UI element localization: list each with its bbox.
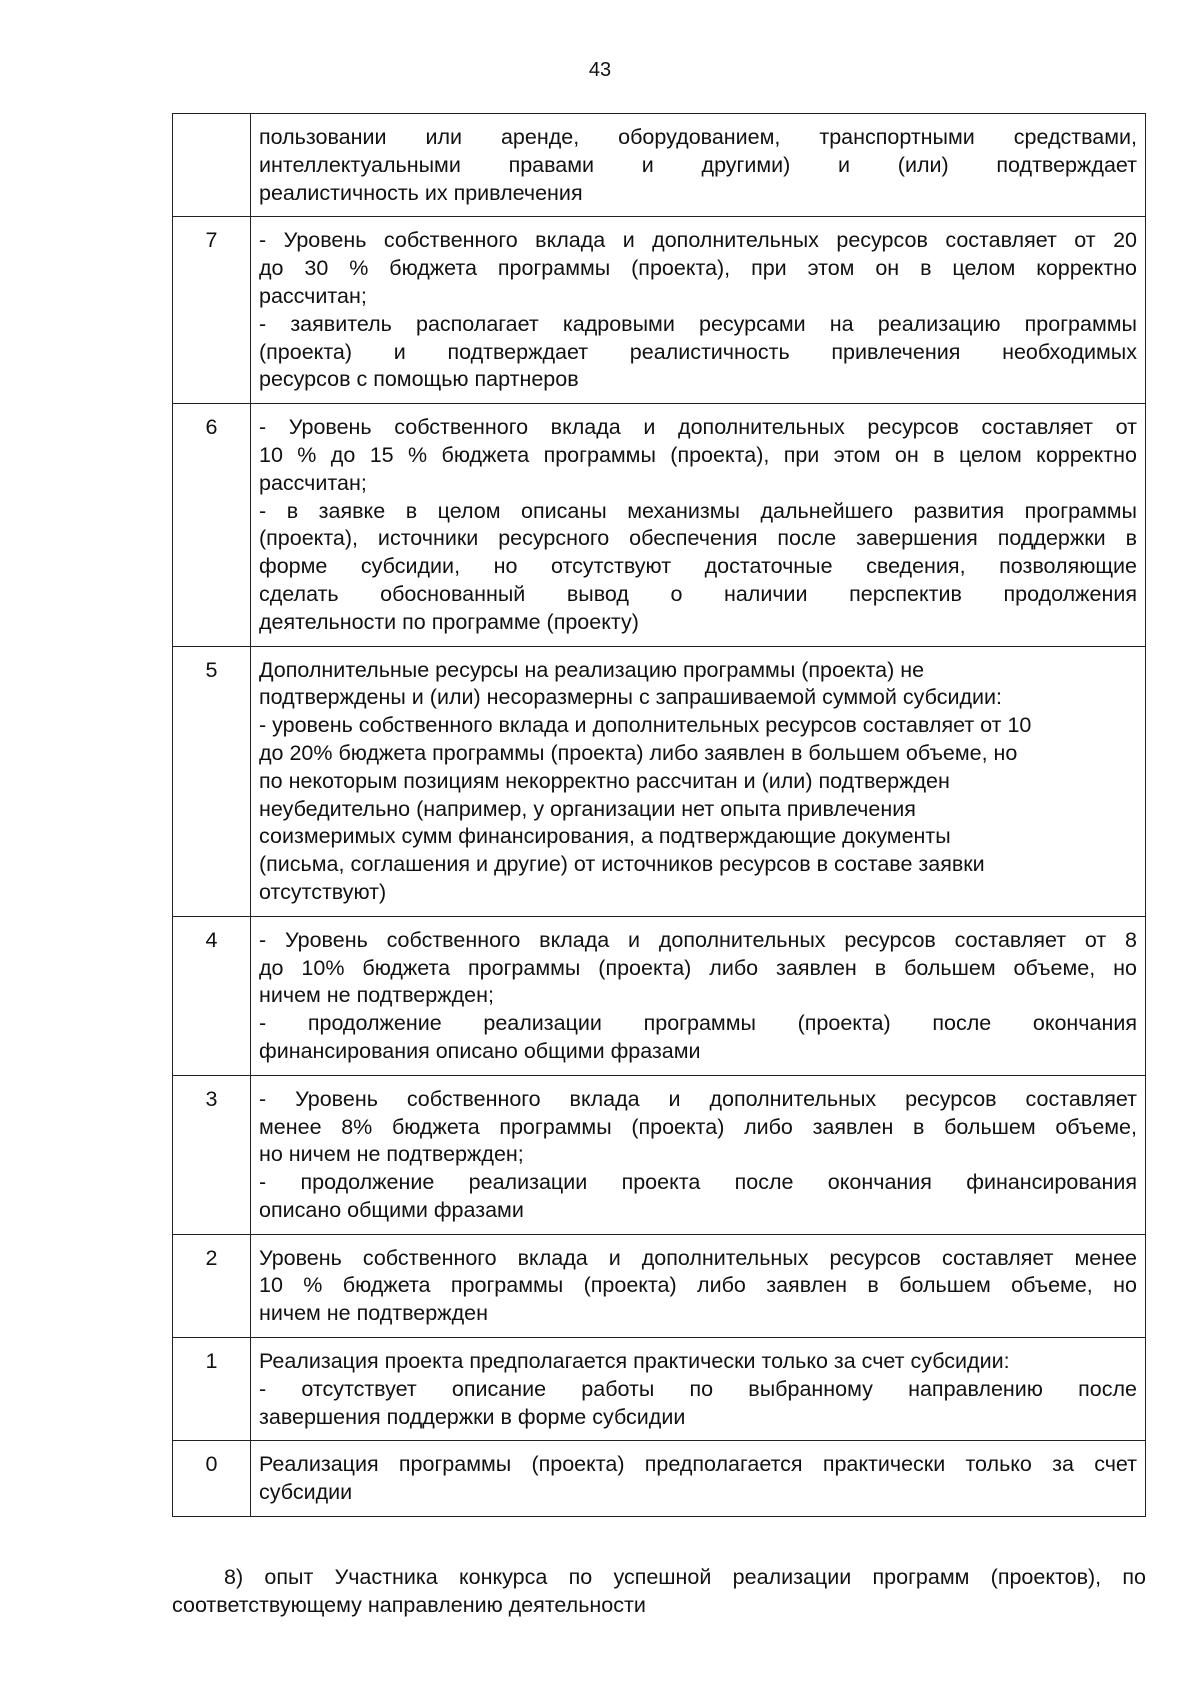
score-cell: 5: [173, 646, 251, 916]
text-line: Дополнительные ресурсы на реализацию программы (проекта) не: [259, 657, 925, 682]
table-row: [173, 404, 1146, 646]
text-line: менее 8% бюджета программы (проекта) либо заявлен в большем объеме,: [259, 1114, 1137, 1139]
text-line: соответствующему направлению деятельности: [172, 1592, 646, 1617]
text-line: - Уровень собственного вклада и дополнительных ресурсов составляет от 20: [259, 228, 1137, 253]
text-line: интеллектуальными правами и другими) и (или) подтверждает: [259, 152, 1137, 177]
score-cell: 7: [173, 217, 251, 404]
text-line: субсидии: [259, 1480, 353, 1505]
text-line: - продолжение реализации проекта после окончания финансирования: [259, 1170, 1137, 1195]
text-line: (проекта) и подтверждает реалистичность привлечения необходимых: [259, 339, 1137, 364]
text-line: форме субсидии, но отсутствуют достаточные сведения, позволяющие: [259, 554, 1137, 579]
score-cell: 6: [173, 404, 251, 646]
text-line: - заявитель располагает кадровыми ресурсами на реализацию программы: [259, 311, 1137, 336]
table-row: [173, 217, 1146, 404]
table-row: [173, 114, 1146, 217]
text-line: подтверждены и (или) несоразмерны с запрашиваемой суммой субсидии:: [259, 685, 1002, 710]
criterion-8-paragraph: [172, 1564, 1146, 1620]
description-cell: [251, 646, 1146, 916]
table-row: [173, 1338, 1146, 1441]
text-line: реалистичность их привлечения: [259, 180, 583, 205]
text-line: ничем не подтвержден: [259, 1301, 488, 1326]
description-cell: [251, 1338, 1146, 1441]
text-line: пользовании или аренде, оборудованием, транспортными средствами,: [259, 125, 1137, 149]
text-line: Уровень собственного вклада и дополнительных ресурсов составляет менее: [259, 1245, 1137, 1270]
description-cell: [251, 114, 1146, 217]
description-cell: [251, 916, 1146, 1075]
table-row: [173, 646, 1146, 916]
text-line: рассчитан;: [259, 283, 367, 308]
text-line: - продолжение реализации программы (проекта) после окончания: [259, 1011, 1137, 1036]
text-line: до 20% бюджета программы (проекта) либо заявлен в большем объеме, но: [259, 740, 1018, 765]
text-line: отсутствуют): [259, 879, 387, 904]
text-line: - отсутствует описание работы по выбранному направлению после: [259, 1376, 1137, 1401]
text-line: - Уровень собственного вклада и дополнительных ресурсов составляет от 8: [259, 927, 1137, 952]
table-row: [173, 1075, 1146, 1234]
score-cell: 0: [173, 1441, 251, 1517]
table-row: [173, 1234, 1146, 1337]
table-row: [173, 1441, 1146, 1517]
text-line: но ничем не подтвержден;: [259, 1142, 524, 1167]
description-cell: [251, 217, 1146, 404]
text-line: соизмеримых сумм финансирования, а подтверждающие документы: [259, 824, 951, 849]
text-line: финансирования описано общими фразами: [259, 1038, 701, 1063]
text-line: ничем не подтвержден;: [259, 983, 494, 1008]
text-line: Реализация программы (проекта) предполагается практически только за счет: [259, 1452, 1137, 1477]
text-line: по некоторым позициям некорректно рассчитан и (или) подтвержден: [259, 768, 950, 793]
text-line: неубедительно (например, у организации нет опыта привлечения: [259, 796, 916, 821]
text-line: до 10% бюджета программы (проекта) либо заявлен в большем объеме, но: [259, 955, 1137, 980]
text-line: (письма, соглашения и другие) от источников ресурсов в составе заявки: [259, 852, 985, 877]
scoring-criteria-table: [172, 113, 1146, 1517]
score-cell: 1: [173, 1338, 251, 1441]
text-line: - Уровень собственного вклада и дополнительных ресурсов составляет: [259, 1086, 1137, 1111]
text-line: - Уровень собственного вклада и дополнительных ресурсов составляет от: [259, 415, 1137, 440]
text-line: описано общими фразами: [259, 1197, 524, 1222]
text-line: рассчитан;: [259, 470, 367, 495]
text-line: Реализация проекта предполагается практически только за счет субсидии:: [259, 1349, 1010, 1374]
text-line: до 30 % бюджета программы (проекта), при этом он в целом корректно: [259, 256, 1137, 281]
text-line: сделать обоснованный вывод о наличии перспектив продолжения: [259, 581, 1137, 606]
text-line: деятельности по программе (проекту): [259, 609, 639, 634]
text-line: 10 % до 15 % бюджета программы (проекта), при этом он в целом корректно: [259, 442, 1137, 467]
description-cell: [251, 1441, 1146, 1517]
description-cell: [251, 404, 1146, 646]
description-cell: [251, 1075, 1146, 1234]
score-cell: 2: [173, 1234, 251, 1337]
score-cell: [173, 114, 251, 217]
score-cell: 3: [173, 1075, 251, 1234]
page-number: 43: [588, 59, 612, 81]
table-row: [173, 916, 1146, 1075]
text-line: 10 % бюджета программы (проекта) либо заявлен в большем объеме, но: [259, 1273, 1137, 1298]
text-line: завершения поддержки в форме субсидии: [259, 1404, 686, 1429]
description-cell: [251, 1234, 1146, 1337]
score-cell: 4: [173, 916, 251, 1075]
text-line: - уровень собственного вклада и дополнительных ресурсов составляет от 10: [259, 713, 1032, 738]
text-line: (проекта), источники ресурсного обеспечения после завершения поддержки в: [259, 526, 1137, 551]
text-line: ресурсов с помощью партнеров: [259, 367, 579, 392]
text-line: 8) опыт Участника конкурса по успешной реализации программ (проектов), по: [224, 1565, 1146, 1589]
text-line: - в заявке в целом описаны механизмы дальнейшего развития программы: [259, 498, 1137, 523]
